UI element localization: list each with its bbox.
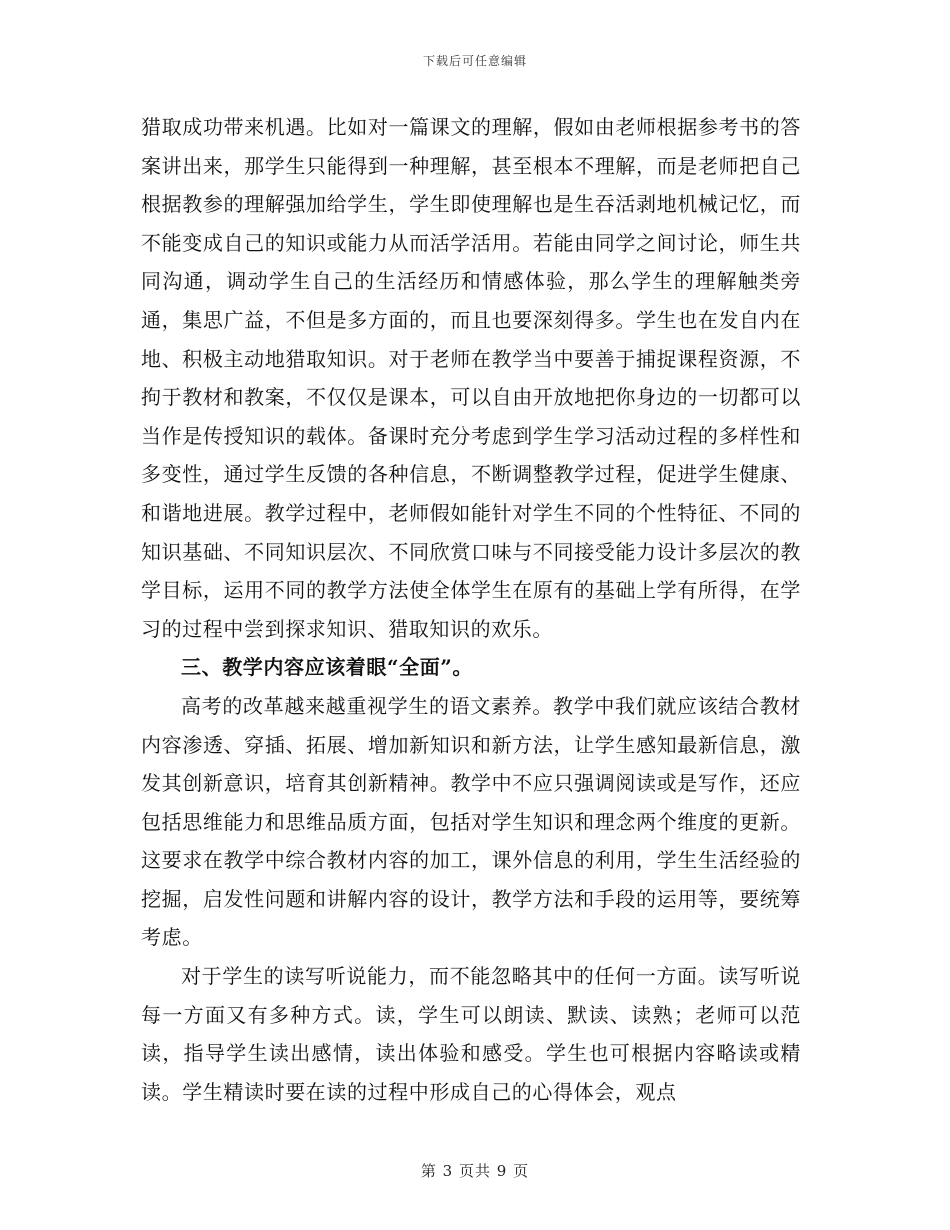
page-number: 第 3 页共 9 页: [420, 1162, 530, 1180]
paragraph: 对于学生的读写听说能力，而不能忽略其中的任何一方面。读写听说每一方面又有多种方式。读，学生可以朗读、默读、读熟；老师可以范读，指导学生读出感情，读出体验和感受。学生也可根据内容略读或精读。学生精读时要在读的过程中形成自己的心得体会，观点: [141, 964, 801, 1104]
paragraph-continued: 猎取成功带来机遇。比如对一篇课文的理解，假如由老师根据参考书的答案讲出来，那学生只能得到一种理解，甚至根本不理解，而是老师把自己根据教参的理解强加给学生，学生即使理解也是生吞活剥地机械记忆，而不能变成自己的知识或能力从而活学活用。若能由同学之间讨论，师生共同沟通，调动学生自己的生活经历和情感体验，那么学生的理解触类旁通，集思广益，不但是多方面的，而且也要深刻得多。学生也在发自内在地、积极主动地猎取知识。对于老师在教学当中要善于捕捉课程资源，不拘于教材和教案，不仅仅是课本，可以自由开放地把你身边的一切都可以当作是传授知识的载体。备课时充分考虑到学生学习活动过程的多样性和多变性，通过学生反馈的各种信息，不断调整教学过程，促进学生健康、和谐地进展。教学过程中，老师假如能针对学生不同的个性特征、不同的知识基础、不同知识层次、不同欣赏口味与不同接受能力设计多层次的教学目标，运用不同的教学方法使全体学生在原有的基础上学有所得，在学习的过程中尝到探求知识、猎取知识的欢乐。: [141, 115, 801, 641]
document-body: [141, 108, 801, 1111]
section-heading: 三、教学内容应该着眼“全面”。: [181, 655, 474, 680]
paragraph: 高考的改革越来越重视学生的语文素养。教学中我们就应该结合教材内容渗透、穿插、拓展、增加新知识和新方法，让学生感知最新信息，激发其创新意识，培育其创新精神。教学中不应只强调阅读或是写作，还应包括思维能力和思维品质方面，包括对学生知识和理念两个维度的更新。这要求在教学中综合教材内容的加工，课外信息的利用，学生生活经验的挖掘，启发性问题和讲解内容的设计，教学方法和手段的运用等，要统筹考虑。: [141, 693, 801, 950]
page-header: 下载后可任意编辑: [422, 54, 527, 68]
